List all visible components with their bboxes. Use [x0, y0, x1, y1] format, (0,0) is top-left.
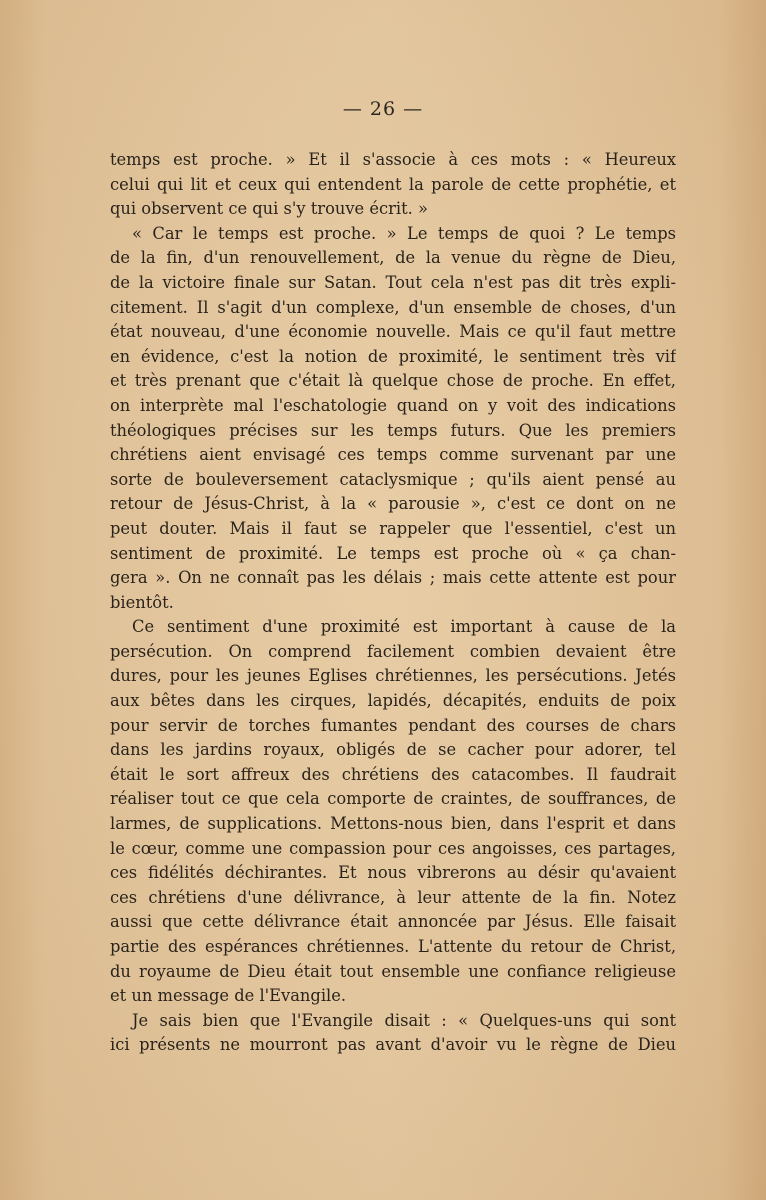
text-line: le cœur, comme une compassion pour ces angoisses, ces partages,: [110, 838, 676, 858]
text-line: bientôt.: [110, 592, 174, 612]
text-line: état nouveau, d'une économie nouvelle. Mais ce qu'il faut mettre: [110, 322, 676, 342]
text-line: ces chrétiens d'une délivrance, à leur attente de la fin. Notez: [110, 887, 676, 907]
text-line: aussi que cette délivrance était annoncée par Jésus. Elle faisait: [110, 912, 676, 932]
text-line: larmes, de supplications. Mettons-nous bien, dans l'esprit et dans: [110, 814, 676, 834]
text-line: et très prenant que c'était là quelque chose de proche. En effet,: [110, 371, 676, 391]
text-line: citement. Il s'agit d'un complexe, d'un ensemble de choses, d'un: [110, 297, 676, 317]
paragraph: [110, 615, 676, 1009]
text-line: temps est proche. » Et il s'associe à ces mots : « Heureux: [110, 150, 676, 169]
text-line: chrétiens aient envisagé ces temps comme survenant par une: [110, 445, 676, 465]
text-line: pour servir de torches fumantes pendant des courses de chars: [110, 715, 676, 735]
text-line: peut douter. Mais il faut se rappeler que l'essentiel, c'est un: [110, 518, 676, 538]
text-line: ces fidélités déchirantes. Et nous vibrerons au désir qu'avaient: [110, 863, 676, 883]
text-line: aux bêtes dans les cirques, lapidés, décapités, enduits de poix: [110, 691, 676, 711]
paragraph: [110, 222, 676, 616]
text-line: théologiques précises sur les temps futurs. Que les premiers: [110, 420, 676, 440]
text-line: réaliser tout ce que cela comporte de craintes, de souffrances, de: [110, 789, 676, 809]
text-line: persécution. On comprend facilement combien devaient être: [110, 641, 676, 661]
text-line: en évidence, c'est la notion de proximité, le sentiment très vif: [110, 346, 676, 366]
text-line: retour de Jésus-Christ, à la « parousie », c'est ce dont on ne: [110, 494, 676, 514]
body-text: [110, 148, 676, 1058]
text-line: Je sais bien que l'Evangile disait : « Quelques-uns qui sont: [132, 1010, 676, 1030]
text-line: celui qui lit et ceux qui entendent la parole de cette prophétie, et: [110, 174, 676, 194]
text-line: de la fin, d'un renouvellement, de la venue du règne de Dieu,: [110, 248, 676, 268]
text-line: « Car le temps est proche. » Le temps de quoi ? Le temps: [132, 223, 676, 243]
text-line: de la victoire finale sur Satan. Tout cela n'est pas dit très expli-: [110, 272, 676, 292]
text-line: dures, pour les jeunes Eglises chrétiennes, les persécutions. Jetés: [110, 666, 676, 686]
paragraph: [110, 1009, 676, 1058]
text-line: dans les jardins royaux, obligés de se cacher pour adorer, tel: [110, 740, 676, 760]
paragraph: [110, 148, 676, 222]
text-line: partie des espérances chrétiennes. L'attente du retour de Christ,: [110, 937, 676, 956]
text-line: Ce sentiment d'une proximité est important à cause de la: [132, 617, 676, 637]
text-line: du royaume de Dieu était tout ensemble une confiance religieuse: [110, 961, 676, 981]
page-number: — 26 —: [342, 98, 424, 120]
text-line: ici présents ne mourront pas avant d'avoir vu le règne de Dieu: [110, 1035, 676, 1055]
text-line: sentiment de proximité. Le temps est proche où « ça chan-: [110, 543, 676, 563]
text-line: sorte de bouleversement cataclysmique ; qu'ils aient pensé au: [110, 469, 676, 489]
text-line: gera ». On ne connaît pas les délais ; mais cette attente est pour: [110, 568, 676, 588]
text-line: on interprète mal l'eschatologie quand on y voit des indications: [110, 395, 676, 415]
text-line: qui observent ce qui s'y trouve écrit. »: [110, 199, 428, 219]
text-line: était le sort affreux des chrétiens des catacombes. Il faudrait: [110, 764, 676, 784]
text-line: et un message de l'Evangile.: [110, 986, 347, 1006]
